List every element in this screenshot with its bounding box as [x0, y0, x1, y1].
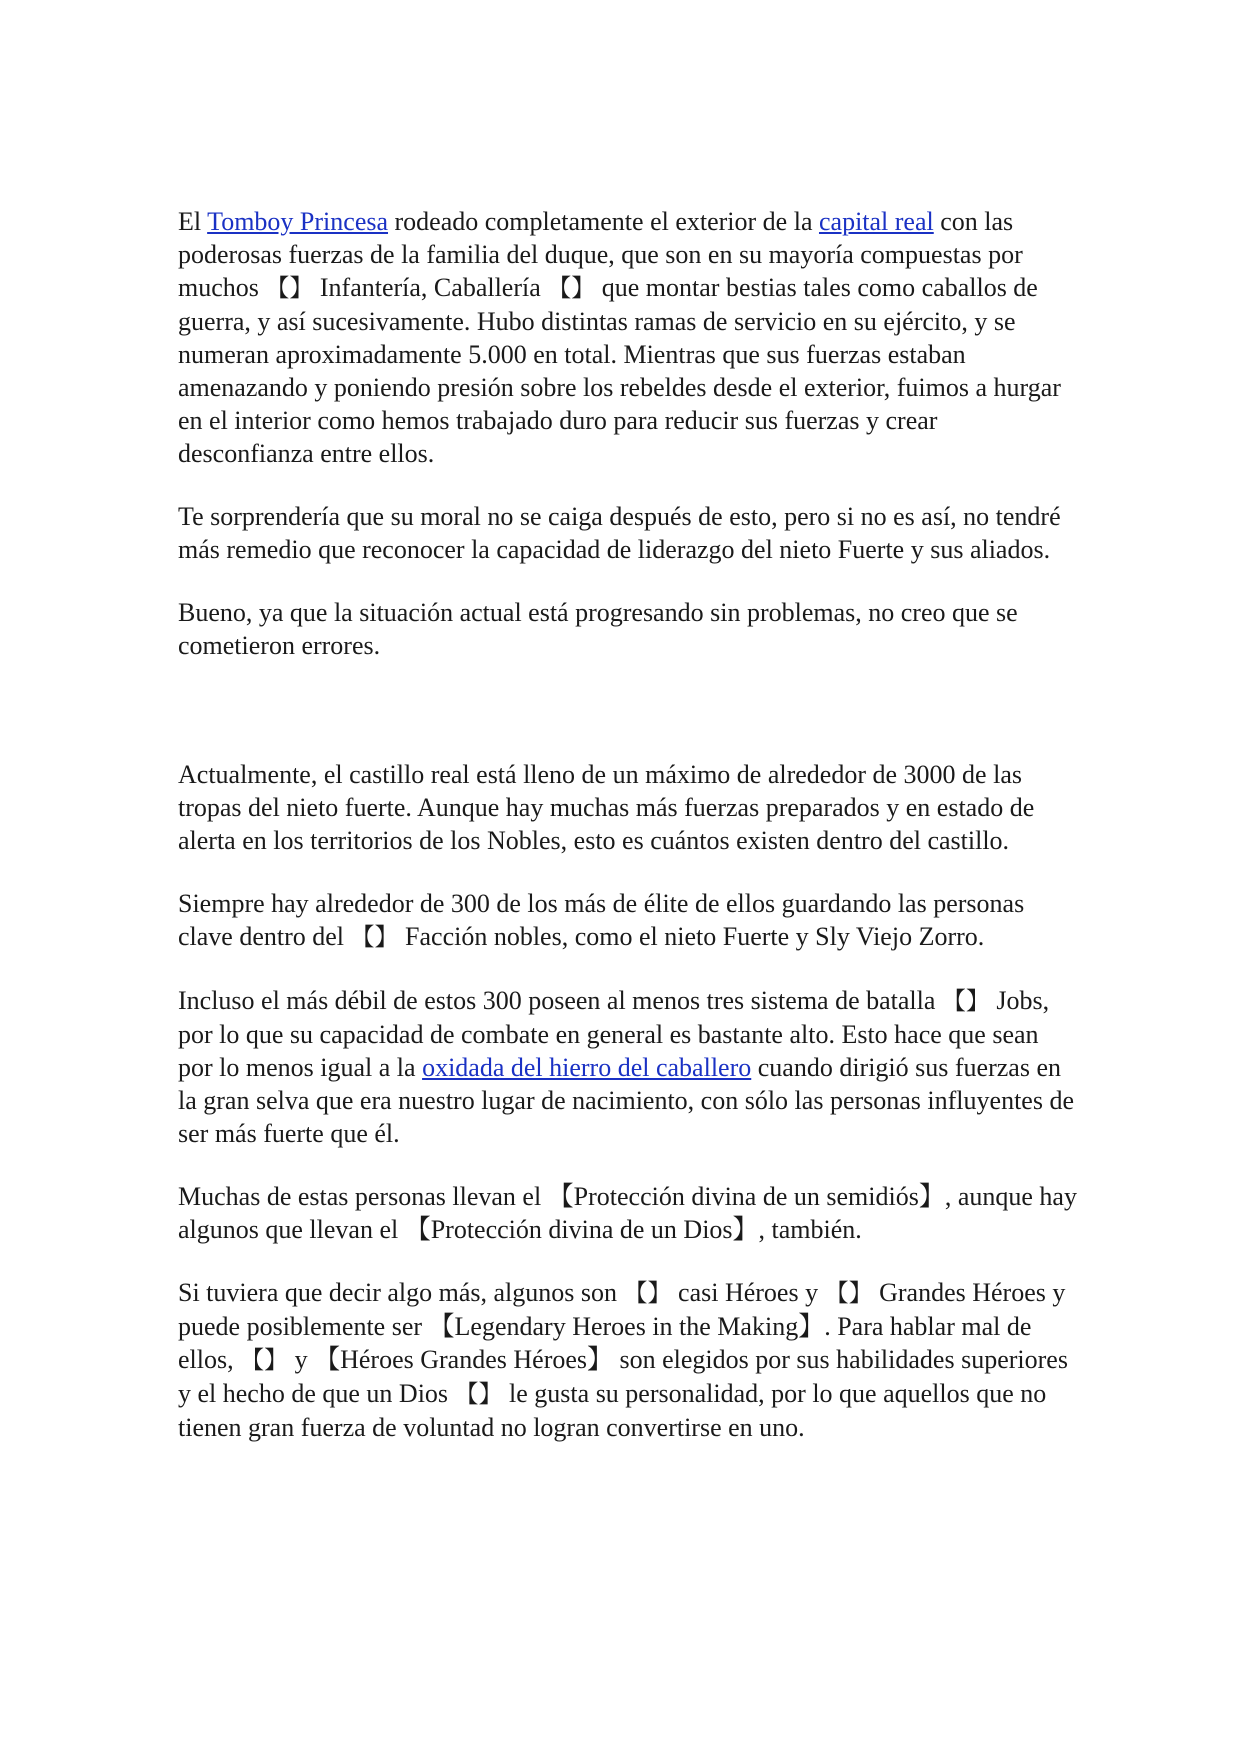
text-run: y 【Héroes Grandes Héroes】 son elegidos por sus habilidades superiores y el hecho de que un Dios [178, 1345, 1068, 1408]
bracket-mark: 【】 [547, 274, 596, 302]
paragraph-3: Bueno, ya que la situación actual está progresando sin problemas, no creo que se cometieron errores. [178, 598, 1018, 660]
link-tomboy-princesa[interactable]: Tomboy Princesa [207, 207, 389, 236]
paragraph-2: Te sorprendería que su moral no se caiga después de esto, pero si no es así, no tendré más remedio que reconocer la capacidad de liderazgo del nieto Fuerte y sus aliados. [178, 502, 1061, 564]
text-run: Si tuviera que decir algo más, algunos son [178, 1278, 624, 1307]
bracket-mark: 【】 [350, 923, 399, 951]
bracket-mark: 【】 [941, 987, 990, 1015]
text-run: cuando dirigió sus fuerzas en la gran selva que era nuestro lugar de nacimiento, con sólo las personas influyentes de ser más fuerte que él. [178, 1053, 1074, 1148]
link-capital-real[interactable]: capital real [818, 207, 934, 236]
paragraph-8 [178, 1276, 1078, 1444]
bracket-mark: 【】 [240, 1346, 289, 1374]
bracket-mark: 【】 [824, 1279, 873, 1307]
paragraph-6 [178, 984, 1078, 1150]
bracket-mark: 【】 [623, 1279, 672, 1307]
bracket-mark: 【】 [454, 1380, 503, 1408]
document-body [178, 205, 1078, 1444]
link-oxidada-hierro-caballero[interactable]: oxidada del hierro del caballero [422, 1053, 752, 1082]
text-run: Infantería, Caballería [313, 273, 548, 302]
text-run: Jobs, por lo que su capacidad de combate en general es bastante alto. Esto hace que sean por lo menos igual a la [178, 986, 1050, 1082]
text-run: Facción nobles, como el nieto Fuerte y Sly Viejo Zorro. [398, 922, 985, 951]
text-run: Incluso el más débil de estos 300 poseen al menos tres sistema de batalla [178, 986, 942, 1015]
text-run: que montar bestias tales como caballos de guerra, y así sucesivamente. Hubo distintas ramas de servicio en su ejército, y se numeran aproximadamente 5.000 en total. Mientras que sus fuerzas estaban amenazando y poniendo presión sobre los rebeldes desde el exterior, fuimos a hurgar en el interior como hemos trabajado duro para reducir sus fuerzas y crear desconfianza entre ellos. [178, 273, 1061, 468]
text-run: con las poderosas fuerzas de la familia del duque, que son en su mayoría compuestas por muchos [178, 207, 1023, 302]
paragraph-1 [178, 205, 1078, 470]
text-run: Siempre hay alrededor de 300 de los más de élite de ellos guardando las personas clave dentro del [178, 889, 1025, 951]
text-run: casi Héroes y [671, 1278, 825, 1307]
text-run: Grandes Héroes y puede posiblemente ser 【Legendary Heroes in the Making】. Para hablar mal de ellos, [178, 1278, 1066, 1374]
text-run: le gusta su personalidad, por lo que aquellos que no tienen gran fuerza de voluntad no logran convertirse en uno. [178, 1379, 1047, 1442]
text-run: rodeado completamente el exterior de la [388, 207, 819, 236]
paragraph-4: Actualmente, el castillo real está lleno de un máximo de alrededor de 3000 de las tropas del nieto fuerte. Aunque hay muchas más fuerzas preparados y en estado de alerta en los territorios de los Nobles, esto es cuántos existen dentro del castillo. [178, 760, 1035, 855]
paragraph-5 [178, 887, 1078, 954]
bracket-mark: 【】 [265, 274, 314, 302]
paragraph-7: Muchas de estas personas llevan el 【Protección divina de un semidiós】, aunque hay algunos que llevan el 【Protección divina de un Dios】, también. [178, 1182, 1077, 1244]
text-run: El [178, 207, 208, 236]
